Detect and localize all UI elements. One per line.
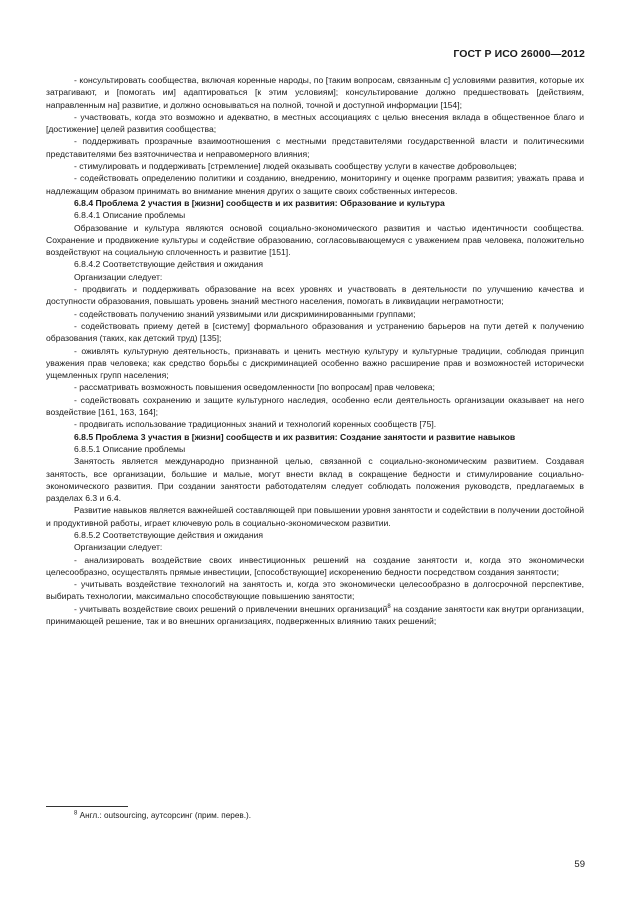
paragraph: Развитие навыков является важнейшей составляющей при повышении уровня занятости и содействии в получении достойной и продуктивной работы, играет ключевую роль в социально-экономическом развитии.: [46, 505, 584, 528]
footnote-text: Англ.: outsourcing, аутсорсинг (прим. перев.).: [77, 811, 252, 820]
section-heading: 6.8.4 Проблема 2 участия в [жизни] сообществ и их развития: Образование и культура: [74, 197, 445, 208]
footnote-mark: 8: [74, 810, 78, 817]
footnote: [74, 811, 251, 820]
paragraph: - рассматривать возможность повышения осведомленности [по вопросам] прав человека;: [74, 382, 435, 393]
paragraph: - поддерживать прозрачные взаимоотношения с местными представителями государственной власти и политическими представителями без взяточничества и неправомерного влияния;: [46, 136, 584, 159]
subsection-heading: 6.8.5.2 Соответствующие действия и ожидания: [74, 529, 264, 540]
paragraph: - стимулировать и поддерживать [стремление] людей оказывать сообществу услуги в качестве добровольцев;: [74, 161, 517, 172]
section-heading: 6.8.5 Проблема 3 участия в [жизни] сообществ и их развития: Создание занятости и развитие навыков: [74, 431, 516, 442]
paragraph: - продвигать и поддерживать образование на всех уровнях и участвовать в деятельности по улучшению качества и доступности образования, повышать уровень знаний местного населения, помогать в ликвидации неграмотности;: [46, 284, 584, 307]
document-header: ГОСТ Р ИСО 26000—2012: [453, 48, 585, 60]
footnote-divider: [46, 806, 128, 807]
paragraph: Образование и культура являются основой социально-экономического развития и частью идентичности сообщества. Сохранение и продвижение культуры и содействие образованию, согласовывающемуся с уважением прав человека, положительно воздействуют на социальную сплоченность и развитие [151].: [46, 222, 584, 258]
paragraph: - анализировать воздействие своих инвестиционных решений на создание занятости и, когда это экономически целесообразно, осуществлять прямые инвестиции, [способствующие] искоренению бедности посредством создания занятости;: [46, 554, 584, 577]
paragraph: [46, 603, 584, 628]
paragraph-text: на создание занятости как внутри организации, принимающей решение, так и во внешних организациях, подверженных влиянию таких решений;: [46, 603, 584, 627]
footnote-reference: 8: [387, 603, 391, 610]
paragraph: - содействовать определению политики и созданию, внедрению, мониторингу и оценке программ развития; уважать права и надлежащим образом принимать во внимание мнения других о защите своих собственных интересов.: [46, 173, 584, 196]
paragraph: Занятость является международно признанной целью, связанной с социально-экономическим развитием. Создавая занятость, все организации, большие и малые, могут внести вклад в сокращение бедности и стимулирование социально-экономического развития. При создании занятости работодателям следует соблюдать положения руководств, предлагаемых в разделах 6.3 и 6.4.: [46, 456, 584, 504]
paragraph: Организации следует:: [74, 271, 163, 282]
page-number: 59: [574, 859, 585, 870]
paragraph: Организации следует:: [74, 542, 163, 553]
paragraph: - оживлять культурную деятельность, признавать и ценить местную культуру и культурные традиции, соблюдая принцип уважения прав человека; как средство борьбы с дискриминацией особенно важно расширение прав и возможностей исторически ущемленных групп населения;: [46, 345, 584, 381]
paragraph: - консультировать сообщества, включая коренные народы, по [таким вопросам, связанным с] условиями развития, которые их затрагивают, и [помогать им] адаптироваться [к этим условиям]; консультирование должно предшествовать [действиям, направленным на] развитие, и должно основываться на полной, точной и доступной информации [154];: [46, 75, 584, 110]
paragraph: - содействовать получению знаний уязвимыми или дискриминированными группами;: [74, 308, 416, 319]
subsection-heading: 6.8.4.2 Соответствующие действия и ожидания: [74, 259, 264, 270]
paragraph: - содействовать сохранению и защите культурного наследия, особенно если деятельность организации оказывает на него воздействие [161, 163, 164];: [46, 394, 584, 418]
paragraph: - содействовать приему детей в [систему] формального образования и устранению барьеров на пути детей к получению образования (таких, как детский труд) [135];: [46, 320, 584, 344]
paragraph: - учитывать воздействие технологий на занятость и, когда это экономически целесообразно в долгосрочной перспективе, выбирать технологии, максимально способствующие повышению занятости;: [46, 579, 584, 602]
subsection-heading: 6.8.4.1 Описание проблемы: [74, 210, 186, 221]
paragraph-text: - учитывать воздействие своих решений о привлечении внешних организаций: [74, 603, 388, 614]
paragraph: - продвигать использование традиционных знаний и технологий коренных сообществ [75].: [74, 419, 437, 430]
document-body: [46, 74, 584, 627]
paragraph: - участвовать, когда это возможно и адекватно, в местных ассоциациях с целью внесения вклада в общественное благо и [достижение] целей развития сообщества;: [46, 111, 584, 135]
subsection-heading: 6.8.5.1 Описание проблемы: [74, 443, 186, 454]
